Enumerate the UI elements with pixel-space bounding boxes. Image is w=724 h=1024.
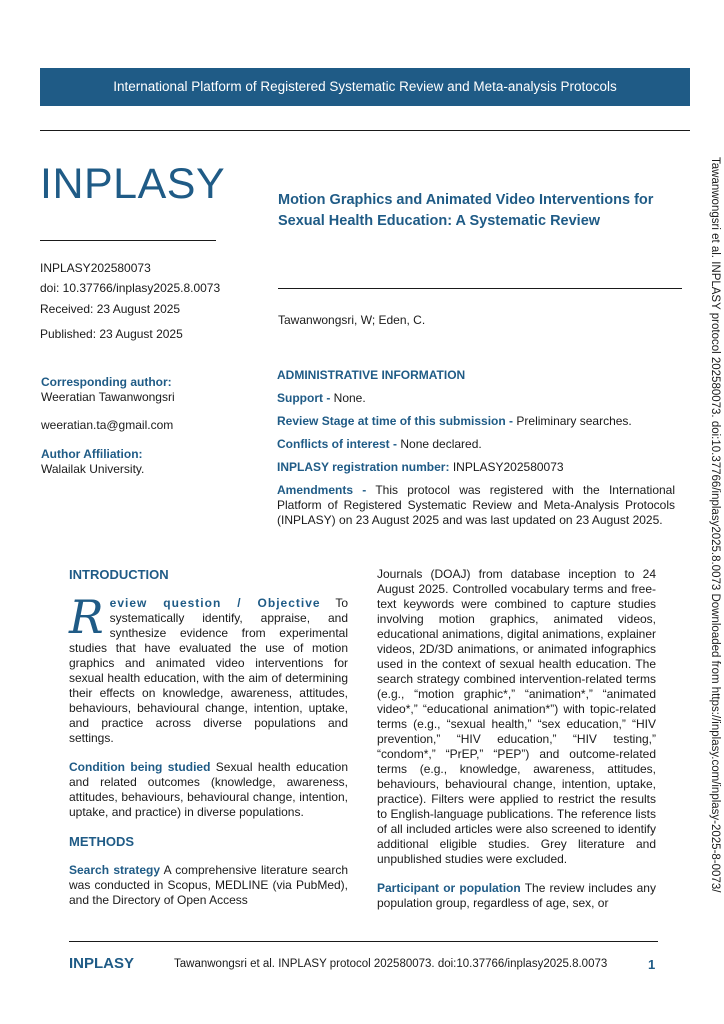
paper-title: Motion Graphics and Animated Video Interventions for Sexual Health Education: A Systematic Review	[278, 192, 654, 229]
footer-citation: Tawanwongsri et al. INPLASY protocol 202580073. doi:10.37766/inplasy2025.8.0073	[174, 958, 608, 970]
support-value: None.	[330, 391, 366, 405]
amendments-value: This protocol was registered with the International Platform of Registered Systematic Review and Meta-Analysis Protocols (INPLASY) on 23 August 2025 and was last updated on 23 August 2025.	[277, 483, 675, 527]
participants-paragraph	[377, 881, 656, 911]
review-question-text: To systematically identify, appraise, and synthesize evidence from experimental studies that have evaluated the use of motion graphics and animated video interventions for sexual health education, with the aim of determining their effects on knowledge, awareness, attitudes, behaviours, behavioural change, intention, uptake, and practice across diverse populations and settings.	[69, 596, 348, 745]
review-question-label: eview question / Objective	[109, 596, 321, 610]
introduction-heading: INTRODUCTION	[69, 567, 169, 582]
corresponding-author-name: Weeratian Tawanwongsri	[41, 390, 175, 404]
condition-text: Sexual health education and related outcomes (knowledge, awareness, attitudes, behaviours, behavioural change, intention, uptake, and practice) in diverse populations.	[69, 760, 348, 819]
inplasy-logo: INPLASY	[40, 160, 226, 208]
administrative-information	[277, 368, 675, 536]
left-column	[69, 567, 348, 922]
affiliation-block	[41, 447, 144, 477]
corresponding-author-block	[41, 375, 175, 405]
participants-text: The review includes any population group, regardless of age, sex, or	[377, 881, 656, 910]
affiliation-label: Author Affiliation:	[41, 447, 143, 461]
footer-rule	[69, 941, 658, 942]
vertical-citation: Tawanwongsri et al. INPLASY protocol 202580073. doi:10.37766/inplasy2025.8.0073 Downloaded from https://inplasy.com/inplasy-2025-8-0073/	[709, 157, 721, 893]
published-date: Published: 23 August 2025	[40, 327, 183, 341]
header-banner: International Platform of Registered Systematic Review and Meta-analysis Protocols	[40, 68, 690, 106]
stage-label: Review Stage at time of this submission -	[277, 414, 514, 428]
support-line	[277, 391, 675, 406]
conflicts-line	[277, 437, 675, 452]
received-date: Received: 23 August 2025	[40, 302, 181, 316]
drop-cap: R	[69, 590, 104, 644]
author-email[interactable]: weeratian.ta@gmail.com	[41, 418, 174, 432]
registration-id: INPLASY202580073	[40, 261, 151, 275]
search-strategy-paragraph	[69, 863, 348, 908]
registration-line	[277, 460, 675, 475]
stage-value: Preliminary searches.	[513, 414, 632, 428]
review-question-paragraph	[69, 590, 348, 746]
page-number: 1	[648, 957, 656, 972]
corresponding-author-label: Corresponding author:	[41, 375, 172, 389]
participants-label: Participant or population	[377, 881, 521, 895]
footer-logo: INPLASY	[69, 955, 135, 972]
condition-label: Condition being studied	[69, 760, 211, 774]
search-continued-paragraph: Journals (DOAJ) from database inception to 24 August 2025. Controlled vocabulary terms and free-text keywords were combined to capture studies involving motion graphics, animated videos, educational animations, digital animations, explainer videos, 2D/3D animations, or animated infographics used in the context of sexual health education. The search strategy combined intervention-related terms (e.g., “motion graphic*,” “animation*,” “animated video*,” “educational animation*”) with topic-related terms (e.g., “sexual health,” “sex education,” “HIV prevention,” “HIV education,” “HIV testing,” “condom*,” “PrEP,” “PEP”) and outcome-related terms (e.g., knowledge, awareness, attitudes, behaviours, behavioural change, intention, uptake, practice). Filters were applied to restrict the results to English-language publications. The reference lists of all included articles were also screened to identify additional eligible studies. Grey literature and unpublished studies were excluded.	[377, 567, 656, 866]
support-label: Support -	[277, 391, 331, 405]
right-column	[377, 567, 656, 925]
title-rule	[278, 288, 682, 289]
admin-heading: ADMINISTRATIVE INFORMATION	[277, 368, 466, 382]
amendments-label: Amendments -	[277, 483, 367, 497]
registration-value: INPLASY202580073	[449, 460, 564, 474]
conflicts-value: None declared.	[397, 437, 482, 451]
doi-text[interactable]: doi: 10.37766/inplasy2025.8.0073	[40, 281, 221, 295]
authors: Tawanwongsri, W; Eden, C.	[278, 313, 426, 327]
search-strategy-text: A comprehensive literature search was conducted in Scopus, MEDLINE (via PubMed), and the Directory of Open Access	[69, 863, 348, 907]
top-rule	[40, 130, 690, 131]
conflicts-label: Conflicts of interest -	[277, 437, 398, 451]
methods-heading: METHODS	[69, 834, 134, 849]
logo-rule	[40, 240, 216, 241]
amendments-line	[277, 483, 675, 528]
condition-paragraph	[69, 760, 348, 820]
registration-label: INPLASY registration number:	[277, 460, 450, 474]
search-strategy-label: Search strategy	[69, 863, 161, 877]
stage-line	[277, 414, 675, 429]
affiliation-name: Walailak University.	[41, 462, 145, 476]
